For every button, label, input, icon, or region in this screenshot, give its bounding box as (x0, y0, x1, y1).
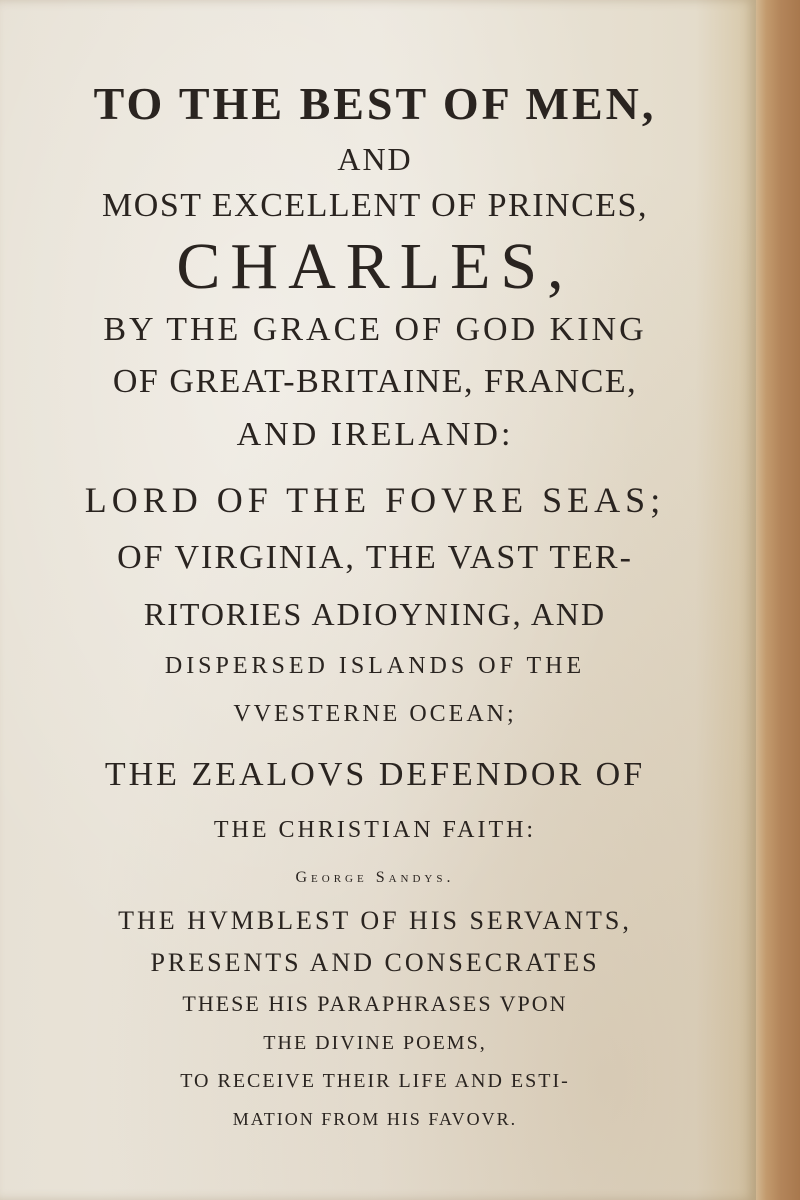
dedication-line: MOST EXCELLENT OF PRINCES, (102, 187, 648, 224)
dedication-line: AND IRELAND: (236, 416, 514, 453)
dedication-line: OF GREAT-BRITAINE, FRANCE, (112, 363, 638, 400)
dedication-line-charles: CHARLES, (176, 230, 574, 303)
dedication-line: PRESENTS AND CONSECRATES (150, 948, 600, 977)
dedication-line: THE CHRISTIAN FAITH: (213, 817, 537, 843)
dedication-line: LORD OF THE FOVRE SEAS; (84, 480, 666, 520)
dedication-line: THE ZEALOVS DEFENDOR OF (104, 756, 646, 793)
dedication-line: THESE HIS PARAPHRASES VPON (182, 991, 568, 1016)
dedication-line: OF VIRGINIA, THE VAST TER- (117, 539, 633, 576)
book-binding-edge (752, 0, 800, 1200)
dedication-line: TO RECEIVE THEIR LIFE AND ESTI- (180, 1070, 570, 1092)
dedication-line: TO THE BEST OF MEN, (93, 78, 657, 129)
dedication-line: DISPERSED ISLANDS OF THE (164, 653, 586, 679)
dedication-line: VVESTERNE OCEAN; (233, 701, 517, 727)
dedication-line: THE HVMBLEST OF HIS SERVANTS, (118, 906, 632, 935)
dedication-text (30, 72, 720, 1138)
dedication-line: RITORIES ADIOYNING, AND (143, 596, 607, 632)
dedication-line: THE DIVINE POEMS, (263, 1032, 487, 1054)
dedication-line: AND (337, 141, 413, 177)
author-name: George Sandys. (295, 869, 455, 886)
dedication-line: MATION FROM HIS FAVOVR. (232, 1109, 518, 1129)
dedication-line: BY THE GRACE OF GOD KING (103, 311, 647, 348)
